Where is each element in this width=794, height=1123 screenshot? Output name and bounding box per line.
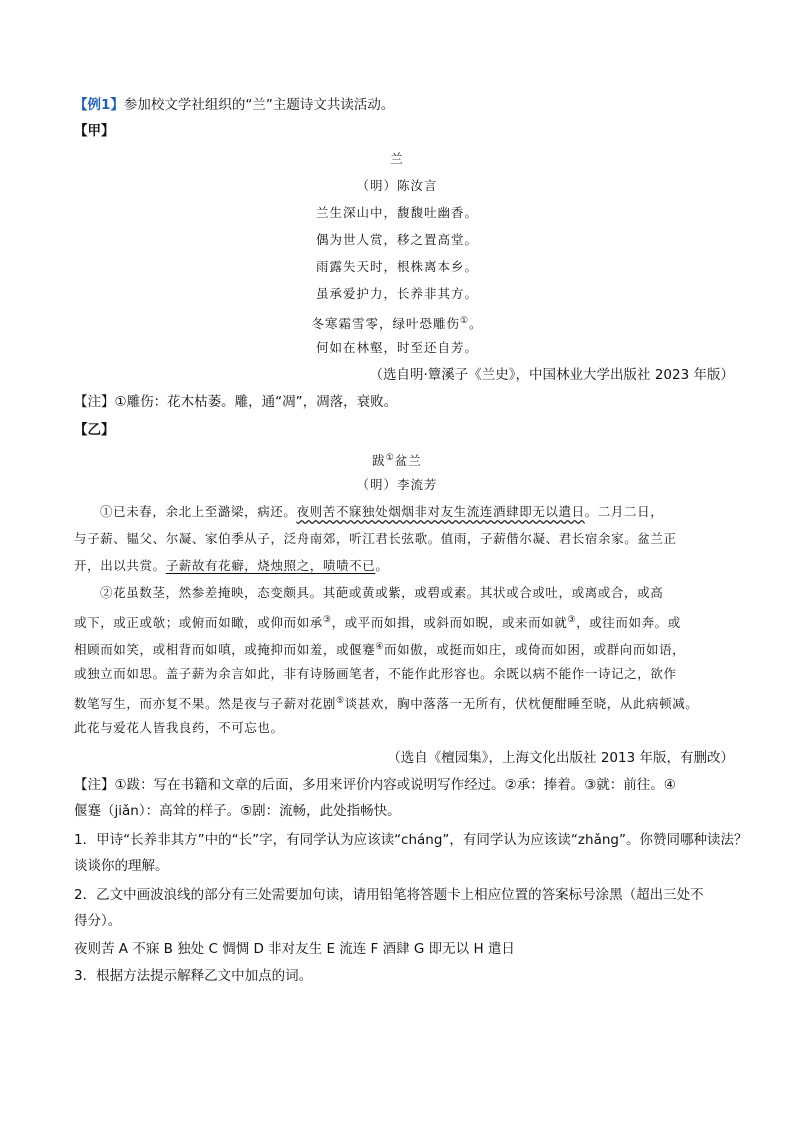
poem-note: 【注】①雕伤：花木枯萎。雕，通“凋”，凋落，衰败。 [74,394,398,410]
prose-p2-line1: ②花虽数茎，然参差掩映，态变颇具。其葩或黄或紫，或碧或素。其状或合或吐，或离或合，或高 [100,585,664,600]
p2-line3-a: 相顾而如笑，或相背而如嗔，或掩抑而如羞，或偃蹇 [74,642,376,658]
p2-line2-c: ，或往而如奔。或 [576,615,681,631]
note-marker: ④ [375,642,384,652]
poem-source: （选自明·簟溪子《兰史》，中国林业大学出版社 2023 年版） [369,367,734,383]
poem-author: （明）陈汝言 [356,178,438,193]
poem-line-1: 兰生深山中，馥馥吐幽香。 [315,205,478,220]
prose-title [74,449,720,470]
poem-line-3: 雨露失天时，根株离本乡。 [315,259,478,274]
p1-line3-a: 开，出以共赏。 [74,558,166,573]
wavy-underlined-text: 夜则苦不寐独处烟烟非对友生流连酒肆即无以遣日 [296,504,585,519]
underlined-text: 子薪故有花癖，烧烛照之， [165,558,323,573]
prose-author: （明）李流芳 [356,477,438,492]
prose-title-prefix: 跋 [372,453,386,469]
poem-title: 兰 [390,151,404,166]
p1-text-b: 。二月二日， [584,504,664,519]
prose-p1-line3 [74,557,734,575]
prose-p2-line4: 或独立而如思。盖子薪为余言如此，非有诗肠画笔者，不能作此形容也。余既以病不能作一诗记之，欲作 [74,666,677,681]
p2-line5-b: 谈甚欢，胸中落落一无所有，伏枕便酣睡至晓，从此病顿减。 [344,696,699,712]
prose-title-suffix: 盆兰 [394,453,422,469]
example-tag: 【例1】 [74,97,124,113]
prose-p1-line2: 与子薪、韫父、尔凝、家伯季从子，泛舟南郊，听江君长弦歌。值雨，子薪偕尔凝、君长宿余家。盆兰正 [74,531,677,546]
question-3: 3．根据方法提示解释乙文中加点的词。 [74,968,313,984]
p2-line3-b: 而如傲，或挺而如庄，或倚而如困，或群向而如语， [383,642,686,658]
question-1-line1: 1．甲诗“长养非其方”中的“长”字，有同学认为应该读“cháng”，有同学认为应该读“zhǎng”。你赞同哪种读法？ [74,832,748,848]
poem-line-5-end: 。 [469,316,483,332]
question-2-line2: 得分）。 [74,913,122,929]
paragraph-number: ① [100,504,114,519]
prose-p1-line1 [74,503,734,521]
prose-note-line2: 偃蹇（jiǎn）：高耸的样子。⑤剧：流畅，此处指畅快。 [74,803,401,819]
p1-text-a: 已未春，余北上至潞梁，病还。 [113,504,297,519]
p2-line2-a: 或下，或正或欹；或俯而如瞰，或仰而如承 [74,615,323,631]
prose-note-line1: 【注】①跋：写在书籍和文章的后面，多用来评价内容或说明写作经过。②承：捧着。③就：前往。④ [74,777,676,793]
poem-line-2: 偶为世人赏，移之置高堂。 [315,232,478,247]
prose-p2-line6: 此花与爱花人皆我良药，不可忘也。 [74,720,284,735]
example-intro [74,96,394,114]
note-marker: ① [385,453,395,463]
poem-line-5-text: 冬寒霜雪零，绿叶恐雕伤 [311,316,460,332]
intro-text: 参加校文学社组织的“兰”主题诗文共读活动。 [123,97,395,113]
prose-p2-line2 [74,611,734,632]
note-marker: ③ [322,615,332,625]
prose-source: （选自《檀园集》，上海文化出版社 2013 年版，有删改） [387,750,734,766]
question-2-options: 夜则苦 A 不寐 B 独处 C 惆惆 D 非对友生 E 流连 F 酒肆 G 即无以 H 遣日 [74,941,515,957]
poem-line-4: 虽承爱护力，长养非其方。 [315,286,478,301]
section-yi-label: 【乙】 [74,422,115,438]
note-marker: ③ [567,615,577,625]
note-marker: ① [459,316,470,326]
question-1-line2: 谈谈你的理解。 [74,858,169,874]
note-marker: ⑤ [336,696,345,706]
p2-line2-b: ，或平而如揖，或斜而如睨，或来而如就 [331,615,568,631]
section-jia-label: 【甲】 [74,123,115,139]
poem-line-6: 何如在林壑，时至还自芳。 [315,340,478,355]
prose-p2-line5 [74,692,734,713]
prose-p2-line3 [74,638,734,659]
p1-line3-c: 。 [375,558,389,573]
question-2-line1: 2．乙文中画波浪线的部分有三处需要加句读，请用铅笔将答题卡上相应位置的答案标号涂黑（超出三处不 [74,887,704,903]
p2-line5-a: 数笔写生，而亦复不果。然是夜与子薪对花剧 [74,696,337,712]
poem-line-5 [74,312,720,333]
underlined-text-2: 啧啧不已 [322,558,376,573]
